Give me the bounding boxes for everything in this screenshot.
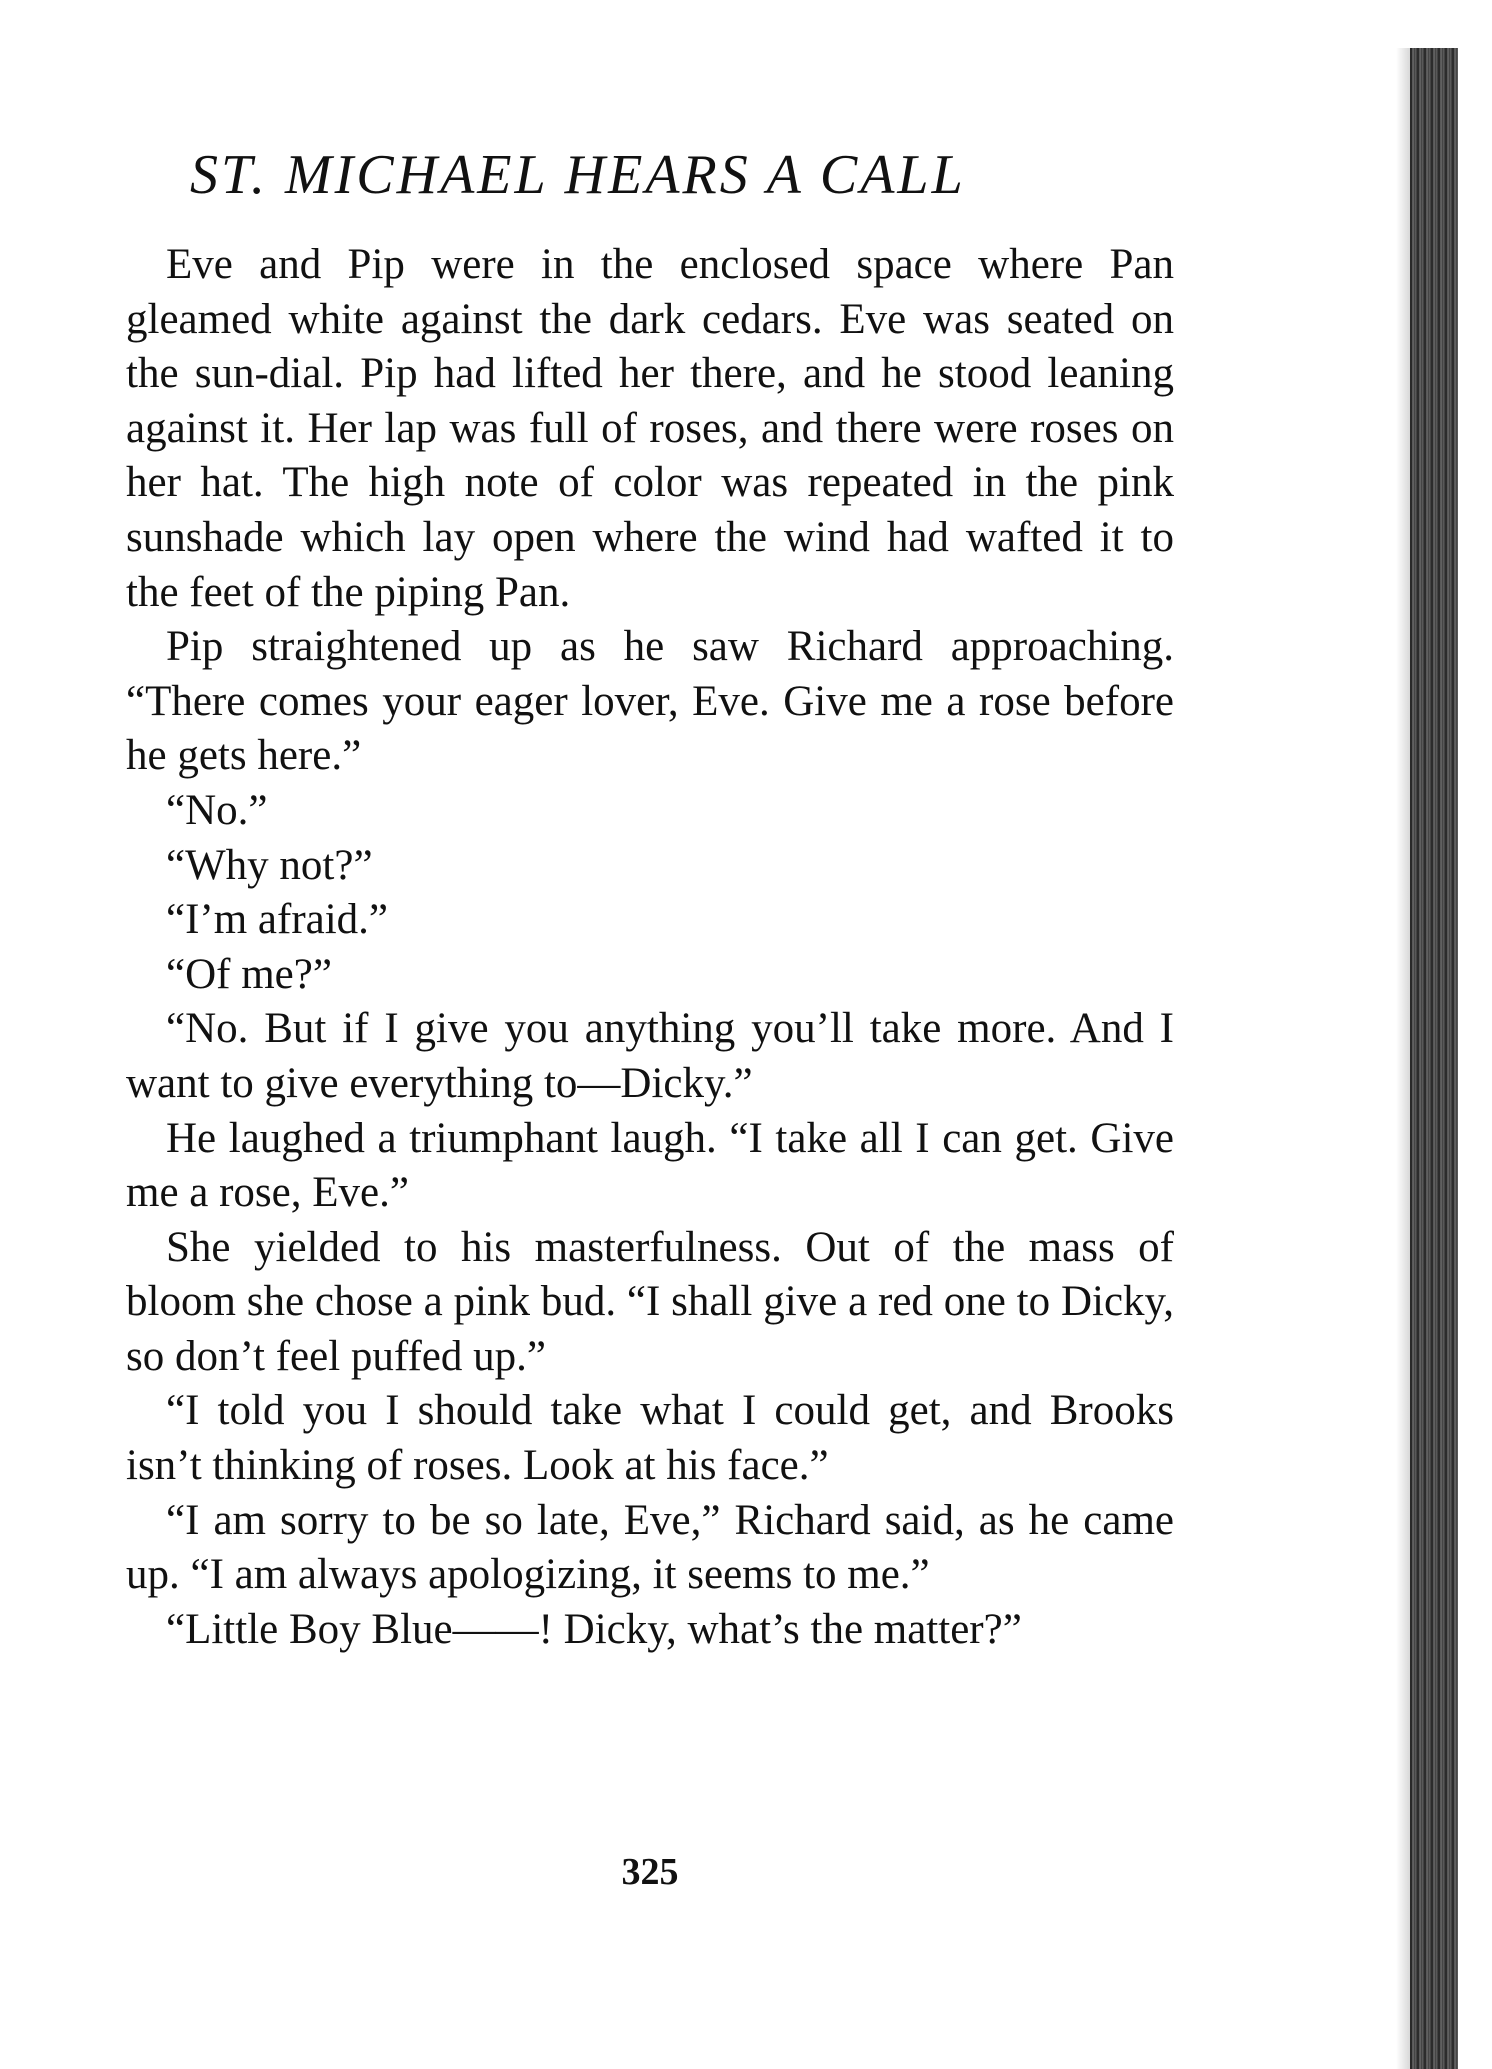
paragraph: “I told you I should take what I could get, and Brooks isn’t thinking of roses. Look at his face.”: [126, 1387, 1174, 1490]
paragraph: “I’m afraid.”: [166, 896, 389, 944]
running-head: ST. MICHAEL HEARS A CALL: [190, 144, 966, 206]
paragraph: “Of me?”: [166, 950, 332, 998]
paragraph: “Why not?”: [166, 841, 373, 889]
paragraph: He laughed a triumphant laugh. “I take all I can get. Give me a rose, Eve.”: [126, 1114, 1174, 1217]
paragraph: She yielded to his masterfulness. Out of the mass of bloom she chose a pink bud. “I shall give a red one to Dicky, so don’t feel puffed up.”: [126, 1223, 1174, 1380]
paragraph: “Little Boy Blue——! Dicky, what’s the matter?”: [166, 1605, 1022, 1653]
binding-gutter: [1410, 48, 1458, 2069]
body-text: [126, 238, 1174, 1657]
paragraph: Pip straightened up as he saw Richard approaching. “There comes your eager lover, Eve. Give me a rose before he gets here.”: [126, 623, 1174, 780]
paragraph: “No. But if I give you anything you’ll take more. And I want to give everything to—Dicky.”: [126, 1005, 1174, 1107]
paragraph: Eve and Pip were in the enclosed space where Pan gleamed white against the dark cedars. Eve was seated on the sun-dial. Pip had lifted her there, and he stood leaning against it. Her lap was full of roses, and there were roses on her hat. The high note of color was repeated in the pink sunshade which lay open where the wind had wafted it to the feet of the piping Pan.: [126, 241, 1174, 616]
page-number: 325: [621, 1851, 679, 1893]
paragraph: “I am sorry to be so late, Eve,” Richard said, as he came up. “I am always apologizing, it seems to me.”: [126, 1496, 1174, 1599]
paragraph: “No.”: [166, 786, 268, 834]
